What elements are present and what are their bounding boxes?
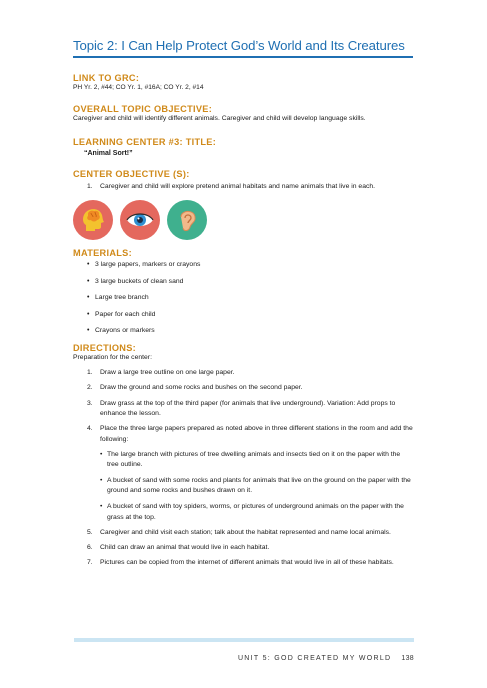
link-text: PH Yr. 2, #44; CO Yr. 1, #16A; CO Yr. 2, #14 [73,83,204,91]
list-item: 1. Draw a large tree outline on one large paper. [87,369,235,377]
topic-title: Topic 2: I Can Help Protect God’s World and Its Creatures [73,38,405,53]
objective-text: Caregiver and child will identify different animals. Caregiver and child will develop language skills. [73,115,366,123]
center-title: “Animal Sort!” [84,149,133,157]
directions-list [73,368,413,569]
materials-heading: MATERIALS: [73,248,132,259]
list-item: 7. Pictures can be copied from the internet of different animals that would live in all of these habitats. [87,559,394,567]
center-objective-heading: CENTER OBJECTIVE (S): [73,168,190,179]
page-number: 138 [401,655,414,662]
list-item: • Large tree branch [73,293,413,302]
list-item: • Paper for each child [73,310,413,319]
link-heading: LINK TO GRC: [73,72,140,83]
page-content [73,38,413,574]
list-item: 2. Draw the ground and some rocks and bushes on the second paper. [87,384,303,392]
list-item: 4. Place the three large papers prepared as noted above in three different stations in the room and add the following: • The large branch with pictures of tree dwelling animals and insects tied on it on the paper with the tree outline. • A bucket of sand with some rocks and plants for animals that live on the ground on the paper with the ground and some rocks and bushes drawn on it. • A bucket of sand with toy spiders, worms, or pictures of underground animals on the paper with the grass at the top. [73,424,413,523]
list-item: 1. Caregiver and child will explore pretend animal habitats and name animals that live in each. [87,182,376,190]
list-item: • A bucket of sand with toy spiders, worms, or pictures of underground animals on the paper with the grass at the top. [100,502,413,523]
title-divider [73,56,413,58]
footer-divider [74,638,414,642]
center-heading: LEARNING CENTER #3: TITLE: [73,136,217,147]
list-item: • 3 large papers, markers or crayons [73,260,413,269]
center-objectives-list [73,182,413,193]
objective-heading: OVERALL TOPIC OBJECTIVE: [73,104,213,115]
development-icons [73,200,413,240]
list-item: 3. Draw grass at the top of the third paper (for animals that live underground). Variation: Add props to enhance the lesson. [87,399,396,418]
list-item: • Crayons or markers [73,326,413,335]
direction-4-subitems [100,450,413,524]
brain-head-icon [73,200,113,240]
materials-list [73,260,413,335]
directions-intro: Preparation for the center: [73,353,152,361]
footer [74,655,414,662]
ear-icon [167,200,207,240]
eye-icon [120,200,160,240]
footer-unit: UNIT 5: GOD CREATED MY WORLD [237,655,392,662]
list-item: 5. Caregiver and child visit each station; talk about the habitat represented and name local animals. [87,529,391,537]
list-item: • The large branch with pictures of tree dwelling animals and insects tied on it on the paper with the tree outline. [100,450,413,471]
list-item: • A bucket of sand with some rocks and plants for animals that live on the ground on the paper with the ground and some rocks and bushes drawn on it. [100,476,413,497]
list-item: • 3 large buckets of clean sand [73,277,413,286]
directions-heading: DIRECTIONS: [73,342,137,353]
list-item: 6. Child can draw an animal that would live in each habitat. [87,544,270,552]
